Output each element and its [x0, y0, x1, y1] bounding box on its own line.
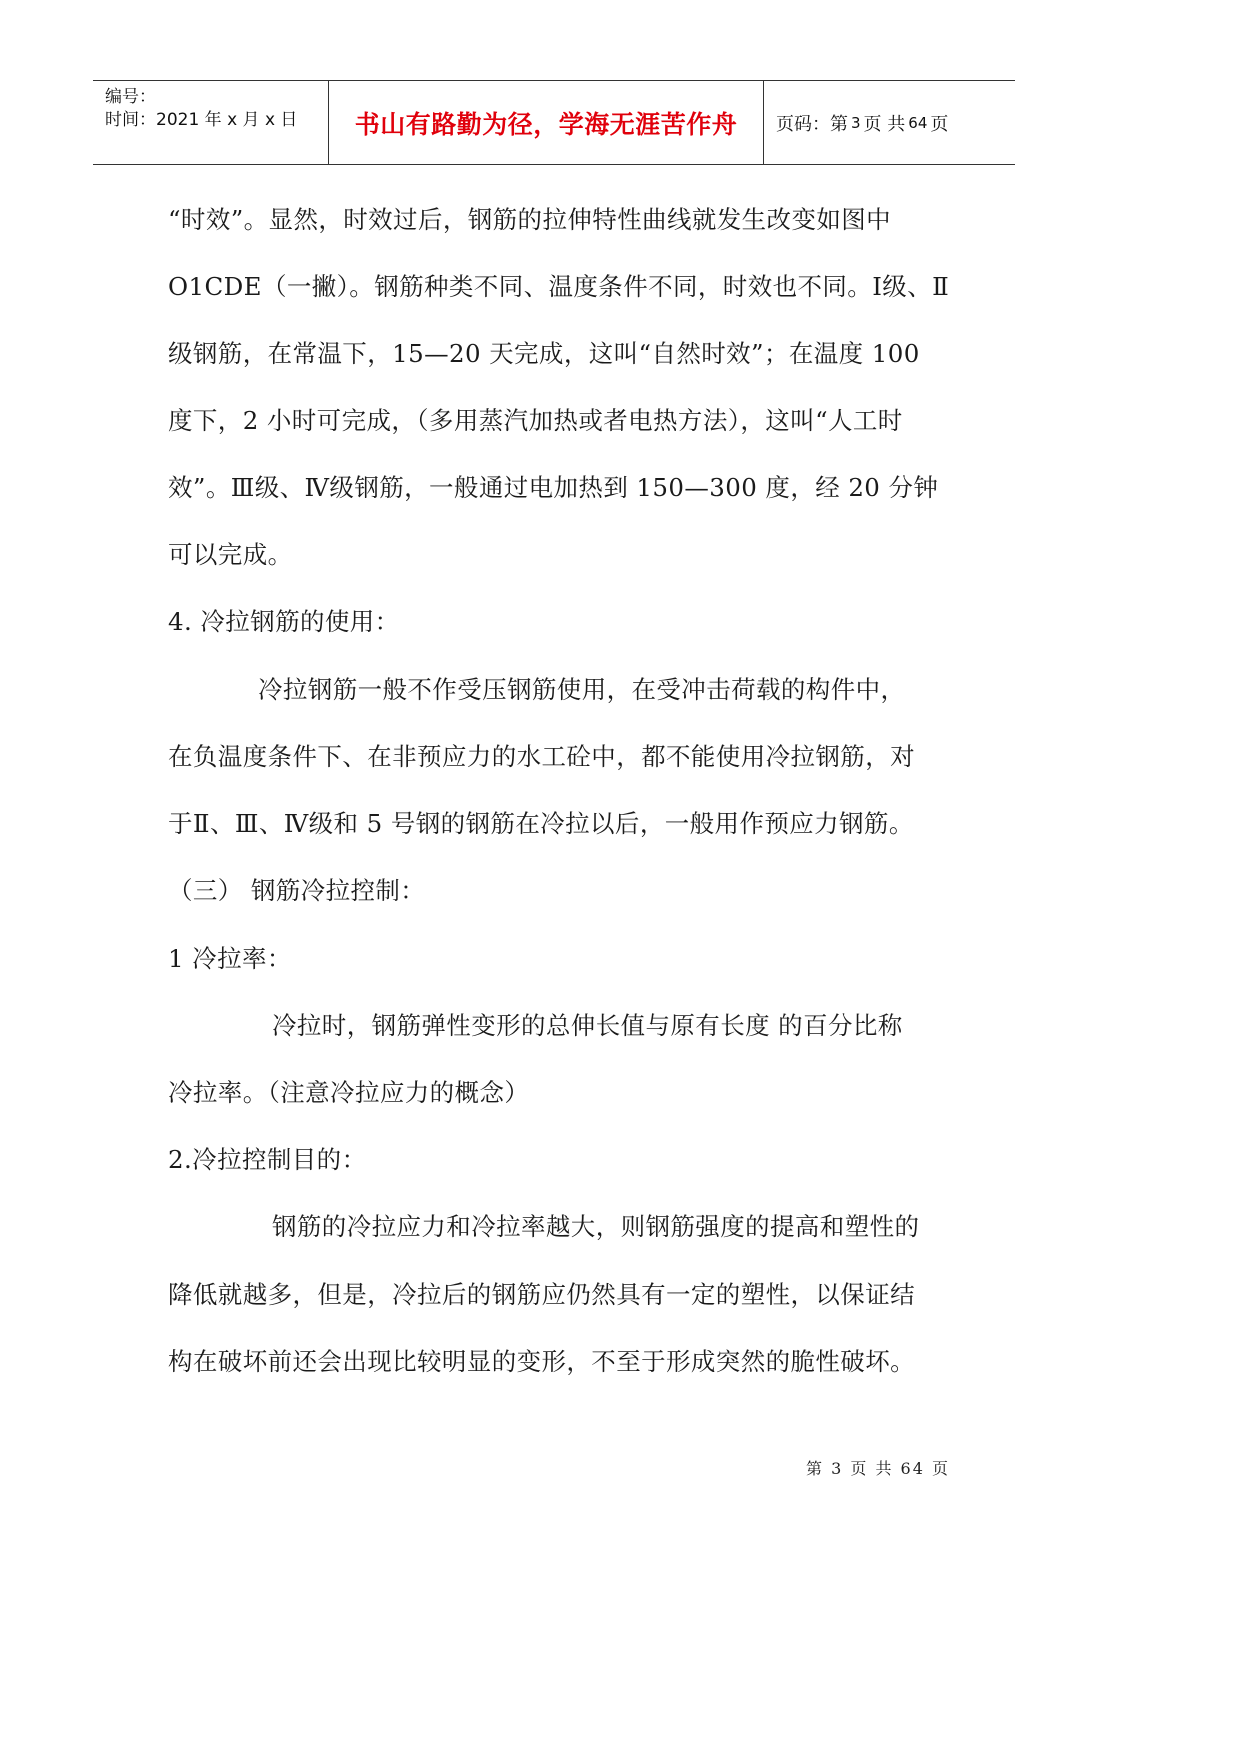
body-line: O1CDE（一撇）。钢筋种类不同、温度条件不同，时效也不同。Ⅰ级、Ⅱ: [168, 272, 950, 301]
body-line: 在负温度条件下、在非预应力的水工砼中，都不能使用冷拉钢筋，对: [168, 742, 915, 771]
page-prefix: 页码：第: [776, 113, 848, 135]
header-meta-cell: [93, 81, 329, 164]
body-line: 级钢筋，在常温下，15—20 天完成，这叫“自然时效”；在温度 100: [168, 339, 920, 368]
page-footer: 第 3 页 共 64 页: [806, 1459, 950, 1478]
page-current: 3: [851, 113, 861, 132]
body-line: 可以完成。: [168, 540, 293, 569]
section-heading: 1 冷拉率：: [168, 944, 292, 973]
section-heading: （三） 钢筋冷拉控制：: [168, 876, 426, 905]
body-line: 于Ⅱ、Ⅲ、Ⅳ级和 5 号钢的钢筋在冷拉以后，一般用作预应力钢筋。: [168, 809, 914, 838]
body-line: 钢筋的冷拉应力和冷拉率越大，则钢筋强度的提高和塑性的: [272, 1212, 920, 1241]
body-line: 降低就越多，但是，冷拉后的钢筋应仍然具有一定的塑性，以保证结: [168, 1280, 915, 1309]
body-line: 冷拉时，钢筋弹性变形的总伸长值与原有长度 的百分比称: [272, 1011, 903, 1040]
page-total: 64: [908, 113, 928, 132]
header-page-indicator: [764, 81, 1015, 164]
body-line: 构在破坏前还会出现比较明显的变形，不至于形成突然的脆性破坏。: [168, 1347, 915, 1376]
document-number-label: 编号：: [105, 87, 156, 107]
page-header: [93, 80, 1015, 165]
section-heading: 2.冷拉控制目的：: [168, 1145, 367, 1174]
body-line: 冷拉钢筋一般不作受压钢筋使用，在受冲击荷载的构件中，: [258, 675, 906, 704]
body-line: 度下，2 小时可完成，（多用蒸汽加热或者电热方法），这叫“人工时: [168, 406, 903, 435]
document-time-label: 时间：2021 年 x 月 x 日: [105, 110, 298, 130]
body-line: 冷拉率。（注意冷拉应力的概念）: [168, 1078, 530, 1107]
body-line: “时效”。显然，时效过后，钢筋的拉伸特性曲线就发生改变如图中: [168, 205, 892, 234]
page-mid: 页 共: [863, 113, 906, 135]
section-heading: 4. 冷拉钢筋的使用：: [168, 607, 400, 636]
page-suffix: 页: [930, 113, 949, 135]
header-motto: 书山有路勤为径，学海无涯苦作舟: [329, 81, 764, 164]
body-line: 效”。Ⅲ级、Ⅳ级钢筋，一般通过电加热到 150—300 度，经 20 分钟: [168, 473, 939, 502]
